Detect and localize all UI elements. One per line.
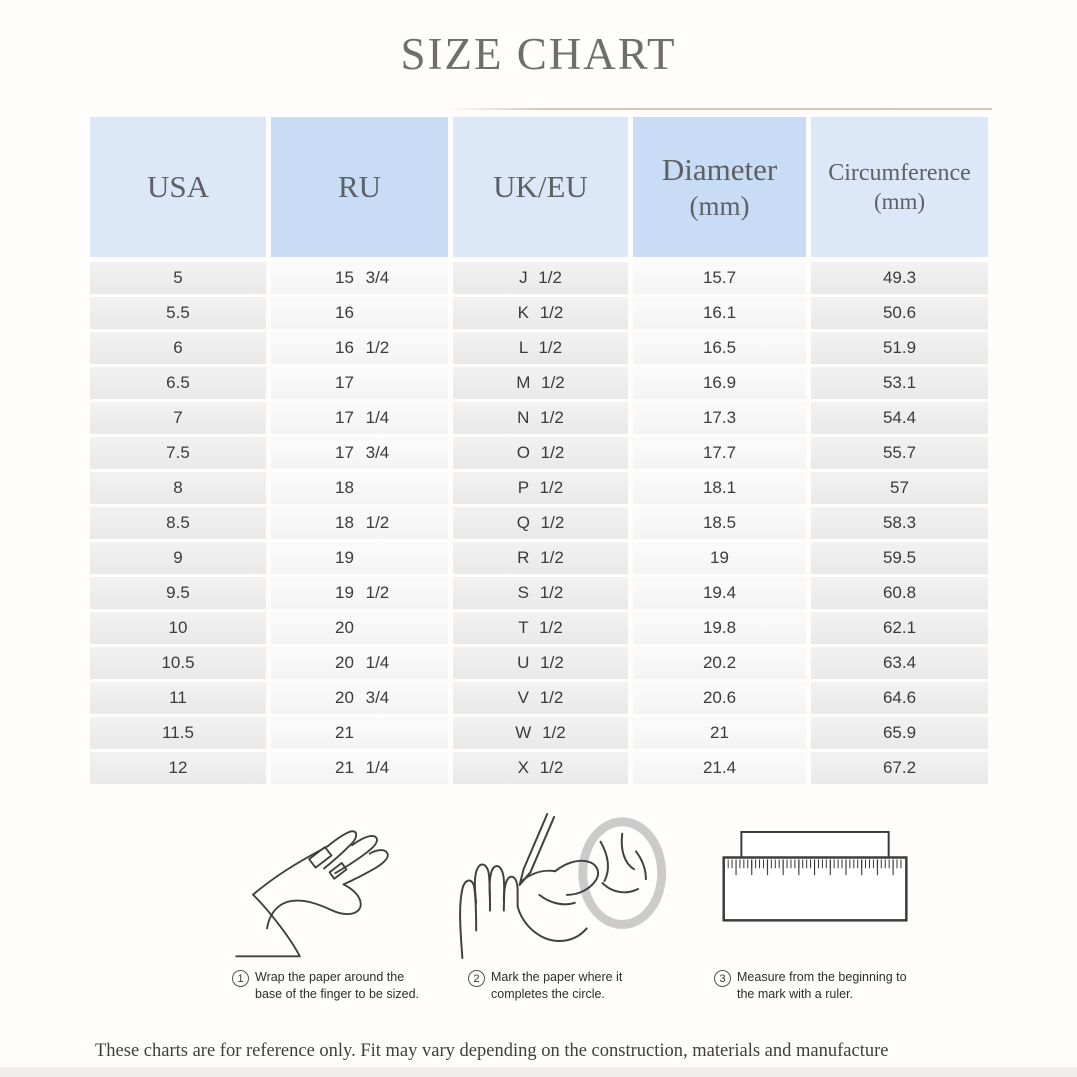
instruction-text	[737, 969, 907, 1003]
table-cell: 19.8	[633, 612, 806, 644]
instruction-caption	[218, 969, 430, 1003]
hand-with-paper-illustration	[224, 820, 424, 960]
table-cell: 49.3	[811, 262, 988, 294]
column-header-label: UK/EU	[493, 168, 588, 204]
table-cell: 17 1/4	[271, 402, 448, 434]
table-cell: 16.9	[633, 367, 806, 399]
measuring-instructions	[218, 812, 926, 1003]
table-cell: P 1/2	[453, 472, 628, 504]
hand-with-paper-illustration	[218, 812, 430, 960]
column-header-label: USA	[146, 168, 209, 204]
table-cell: 6.5	[90, 367, 266, 399]
table-cell: 17.7	[633, 437, 806, 469]
table-cell: X 1/2	[453, 752, 628, 784]
step-number-circle: 3	[714, 970, 731, 987]
table-cell: 20.6	[633, 682, 806, 714]
table-cell: 20	[271, 612, 448, 644]
table-cell: 5	[90, 262, 266, 294]
mark-paper-illustration	[446, 812, 682, 960]
instruction-step-1	[218, 812, 430, 1003]
table-cell: 7	[90, 402, 266, 434]
table-cell: 15.7	[633, 262, 806, 294]
table-cell: 15 3/4	[271, 262, 448, 294]
instruction-line: the mark with a ruler.	[737, 987, 854, 1001]
instruction-line: completes the circle.	[491, 987, 605, 1001]
instruction-line: Wrap the paper around the	[255, 970, 405, 984]
column-header-ru	[271, 117, 448, 257]
table-cell: 7.5	[90, 437, 266, 469]
table-cell: 11	[90, 682, 266, 714]
table-cell: 21	[633, 717, 806, 749]
table-cell: 17	[271, 367, 448, 399]
table-cell: 11.5	[90, 717, 266, 749]
table-cell: 18 1/2	[271, 507, 448, 539]
column-header-uk-eu	[453, 117, 628, 257]
table-cell: V 1/2	[453, 682, 628, 714]
table-cell: 64.6	[811, 682, 988, 714]
column-header-unit: (mm)	[689, 190, 750, 221]
table-cell: 57	[811, 472, 988, 504]
table-cell: 58.3	[811, 507, 988, 539]
table-cell: 67.2	[811, 752, 988, 784]
table-cell: J 1/2	[453, 262, 628, 294]
instruction-line: Mark the paper where it	[491, 970, 623, 984]
table-cell: 21.4	[633, 752, 806, 784]
table-header-row	[90, 117, 988, 257]
instruction-line: base of the finger to be sized.	[255, 987, 419, 1001]
instruction-text	[491, 969, 622, 1003]
table-cell: R 1/2	[453, 542, 628, 574]
instruction-line: Measure from the beginning to	[737, 970, 907, 984]
table-cell: 6	[90, 332, 266, 364]
table-cell: 18	[271, 472, 448, 504]
instruction-step-2	[446, 812, 682, 1003]
table-cell: 55.7	[811, 437, 988, 469]
table-cell: 5.5	[90, 297, 266, 329]
step-number-circle: 2	[468, 970, 485, 987]
table-cell: T 1/2	[453, 612, 628, 644]
table-cell: K 1/2	[453, 297, 628, 329]
table-cell: 16 1/2	[271, 332, 448, 364]
table-cell: 8	[90, 472, 266, 504]
column-header-diameter	[633, 117, 806, 257]
table-cell: 20 1/4	[271, 647, 448, 679]
step-number-circle: 1	[232, 970, 249, 987]
table-cell: L 1/2	[453, 332, 628, 364]
table-cell: 19.4	[633, 577, 806, 609]
table-cell: 16	[271, 297, 448, 329]
table-cell: 9.5	[90, 577, 266, 609]
table-cell: 21 1/4	[271, 752, 448, 784]
disclaimer-text: These charts are for reference only. Fit may vary depending on the construction, materials and manufacture	[95, 1041, 889, 1061]
table-cell: 53.1	[811, 367, 988, 399]
column-header-label: Diameter	[661, 151, 778, 187]
table-cell: 63.4	[811, 647, 988, 679]
table-cell: 20.2	[633, 647, 806, 679]
table-cell: U 1/2	[453, 647, 628, 679]
table-cell: 19	[633, 542, 806, 574]
table-cell: 16.5	[633, 332, 806, 364]
table-cell: 12	[90, 752, 266, 784]
table-cell: 54.4	[811, 402, 988, 434]
table-cell: 60.8	[811, 577, 988, 609]
table-cell: 20 3/4	[271, 682, 448, 714]
table-cell: 51.9	[811, 332, 988, 364]
instruction-step-3	[706, 812, 926, 1003]
table-cell: 9	[90, 542, 266, 574]
instruction-text	[255, 969, 419, 1003]
table-cell: S 1/2	[453, 577, 628, 609]
column-header-label: Circumference	[828, 159, 971, 186]
table-cell: 19 1/2	[271, 577, 448, 609]
top-accent-line	[445, 108, 992, 110]
table-cell: 59.5	[811, 542, 988, 574]
mark-paper-illustration	[451, 812, 677, 960]
table-cell: Q 1/2	[453, 507, 628, 539]
table-cell: N 1/2	[453, 402, 628, 434]
table-cell: M 1/2	[453, 367, 628, 399]
table-cell: 17 3/4	[271, 437, 448, 469]
instruction-caption	[446, 969, 682, 1003]
bottom-band	[0, 1067, 1077, 1077]
table-cell: 50.6	[811, 297, 988, 329]
column-header-label: RU	[337, 168, 382, 204]
table-cell: 16.1	[633, 297, 806, 329]
instruction-caption	[706, 969, 926, 1003]
table-cell: 65.9	[811, 717, 988, 749]
column-header-circumference	[811, 117, 988, 257]
table-cell: 19	[271, 542, 448, 574]
ruler-illustration	[718, 830, 914, 938]
table-cell: 21	[271, 717, 448, 749]
table-cell: 10.5	[90, 647, 266, 679]
ruler-illustration	[706, 812, 926, 960]
column-header-unit: (mm)	[873, 188, 926, 214]
page-title: SIZE CHART	[400, 29, 677, 79]
table-cell: 10	[90, 612, 266, 644]
table-cell: 17.3	[633, 402, 806, 434]
table-cell: 62.1	[811, 612, 988, 644]
table-cell: 18.5	[633, 507, 806, 539]
size-chart-table	[90, 117, 988, 784]
table-cell: 18.1	[633, 472, 806, 504]
table-cell: W 1/2	[453, 717, 628, 749]
column-header-usa	[90, 117, 266, 257]
table-cell: 8.5	[90, 507, 266, 539]
size-table-body	[90, 262, 988, 784]
table-cell: O 1/2	[453, 437, 628, 469]
